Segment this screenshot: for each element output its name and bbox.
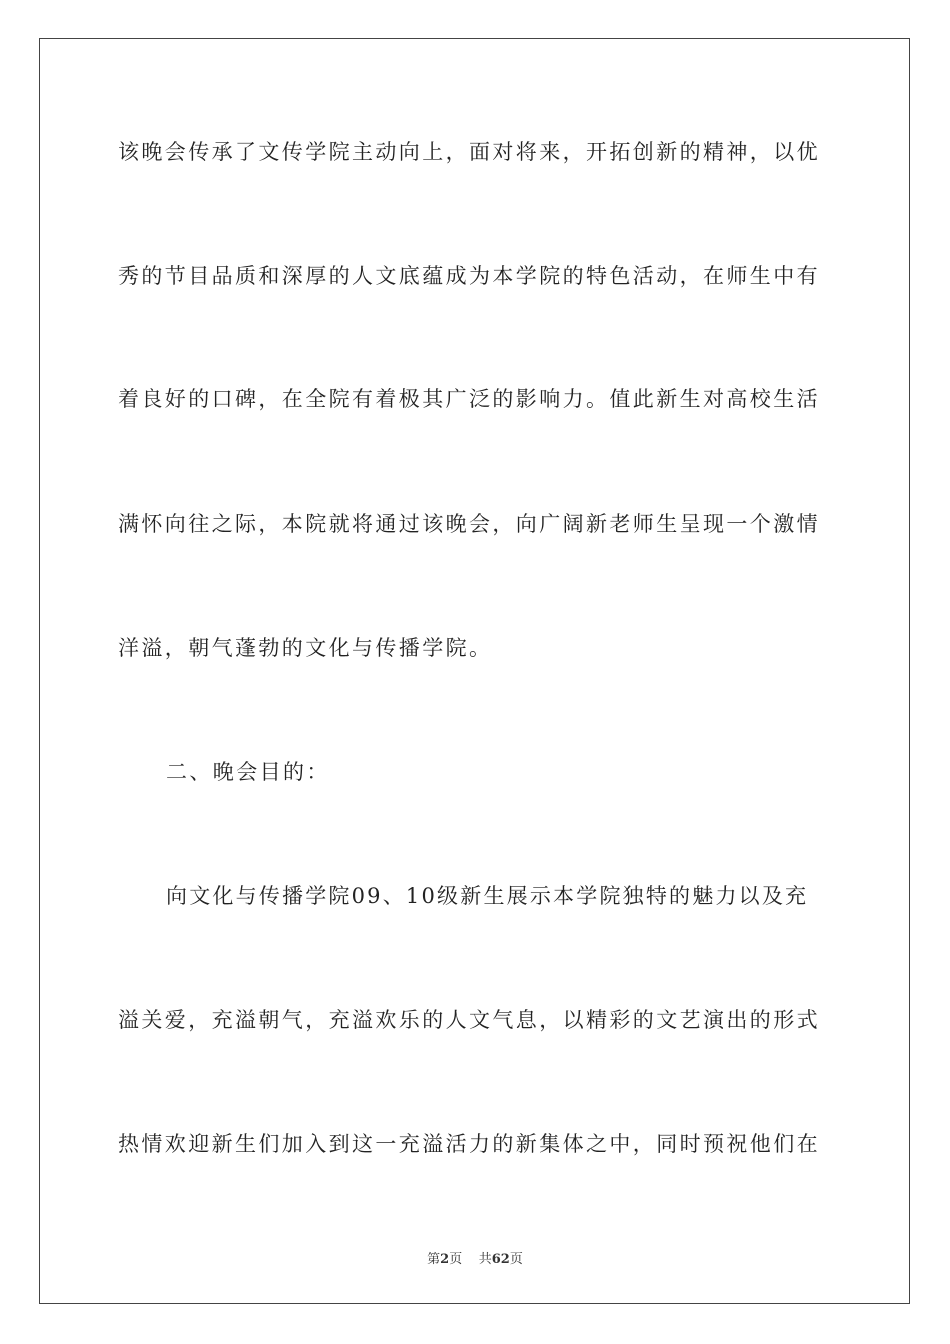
body-line-3: 着良好的口碑，在全院有着极其广泛的影响力。值此新生对高校生活 [118,387,820,411]
total-pages: 62 [491,1252,510,1267]
section-heading: 二、晚会目的： [166,760,330,784]
purpose-line-3: 热情欢迎新生们加入到这一充溢活力的新集体之中，同时预祝他们在 [118,1132,820,1156]
total-suffix: 页 [509,1252,523,1267]
page-footer [0,1248,950,1267]
page-border [39,38,910,1304]
purpose-line-2: 溢关爱，充溢朝气，充溢欢乐的人文气息，以精彩的文艺演出的形式 [118,1008,820,1032]
purpose-line-1: 向文化与传播学院09、10级新生展示本学院独特的魅力以及充 [166,884,809,908]
body-line-5: 洋溢，朝气蓬勃的文化与传播学院。 [118,636,493,660]
page-prefix: 第 [427,1252,441,1267]
page-number: 2 [440,1252,450,1267]
body-line-4: 满怀向往之际，本院就将通过该晚会，向广阔新老师生呈现一个激情 [118,512,820,536]
body-line-2: 秀的节目品质和深厚的人文底蕴成为本学院的特色活动，在师生中有 [118,264,820,288]
total-prefix: 共 [478,1252,492,1267]
page-suffix: 页 [449,1252,463,1267]
body-line-1: 该晚会传承了文传学院主动向上，面对将来，开拓创新的精神，以优 [118,140,820,164]
